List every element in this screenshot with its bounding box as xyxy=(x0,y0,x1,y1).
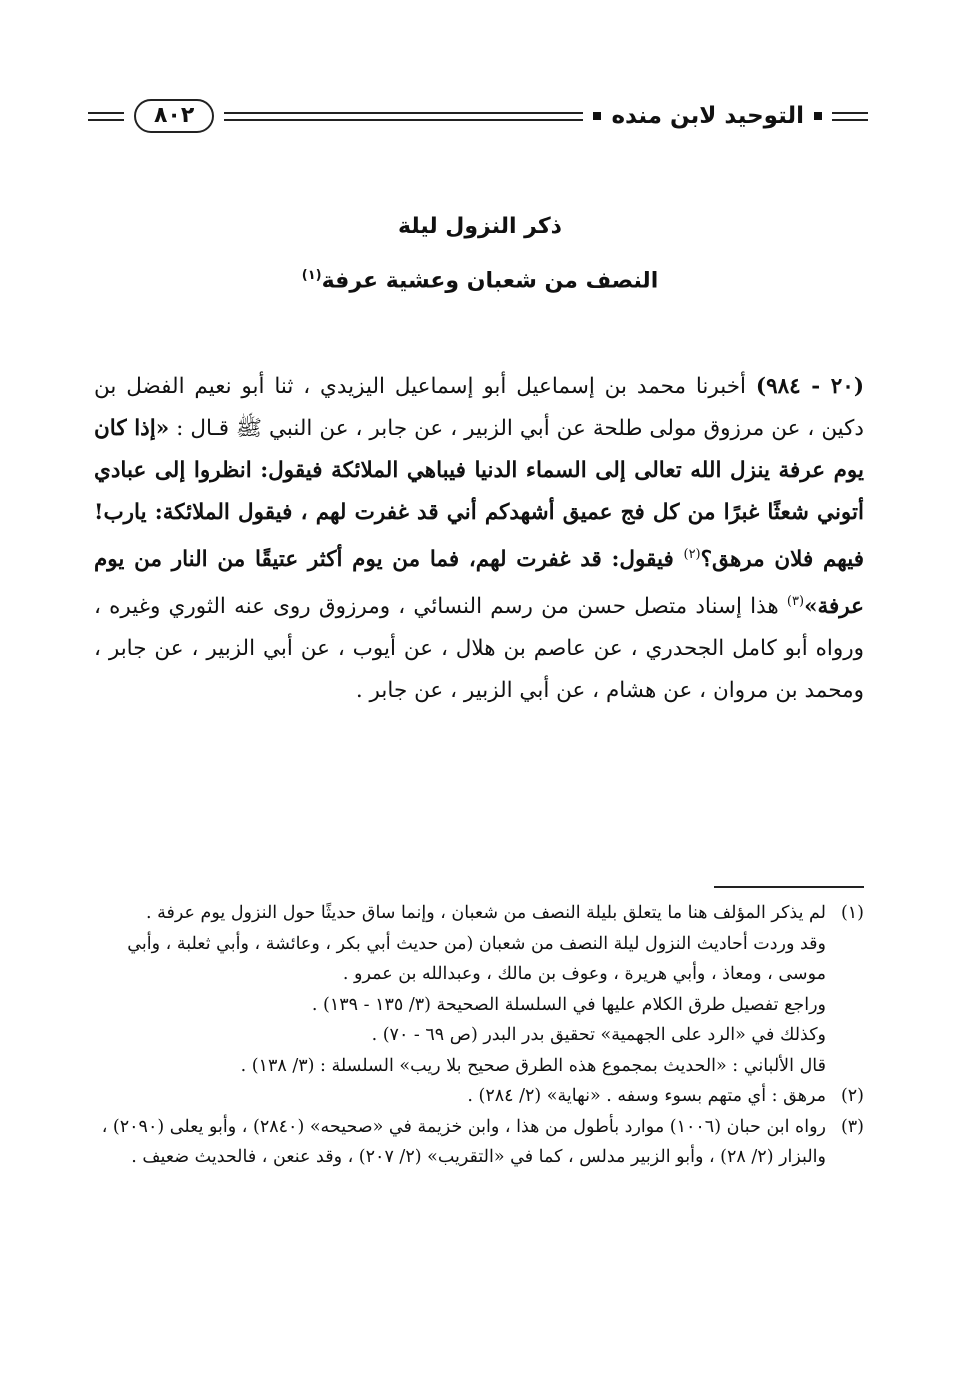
footnotes xyxy=(94,898,864,1173)
footnote-1-line5: قال الألباني : «الحديث بمجموع هذه الطرق صحيح بلا ريب» السلسلة : (٣/ ١٣٨) . xyxy=(240,1055,826,1076)
hadith-paragraph xyxy=(94,366,864,712)
footnote-1-line2: وقد وردت أحاديث النزول ليلة النصف من شعبان (من حديث أبي بكر ، وعائشة ، وأبي ثعلبة ، وأبي موسى ، ومعاذ ، وأبي هريرة ، وعوف بن مالك ، وعبدالله بن عمرو . xyxy=(127,933,826,984)
footnote-3-body: رواه ابن حبان (١٠٠٦) موارد بأطول من هذا ، وابن خزيمة في «صحيحه» (٢٨٤٠) ، وأبو يعلى (٢٠٩٠) ، والبزار (٢/ ٢٨) ، وأبو الزبير مدلس ، كما في «التقريب» (٢/ ٢٠٧) ، وقد عنعن ، فالحديث ضعيف . xyxy=(101,1116,826,1167)
footnote-ref-2[interactable]: (٢) xyxy=(683,547,701,562)
header-square-ornament xyxy=(814,112,822,120)
footnote-1-body xyxy=(94,898,826,1081)
footnote-1-mark: (١) xyxy=(840,903,864,923)
book-title: التوحيد لابن منده xyxy=(611,103,804,129)
hadith-isnad: أخبرنا محمد بن إسماعيل أبو إسماعيل اليزيدي ، ثنا أبو نعيم الفضل بن دكين ، عن مرزوق مولى طلحة عن أبي الزبير ، عن جابر ، عن النبي ﷺ قـال : xyxy=(94,374,864,441)
running-header xyxy=(88,94,868,138)
footnote-3 xyxy=(94,1112,864,1173)
header-square-ornament xyxy=(593,112,601,120)
footnote-ref-3[interactable]: (٣) xyxy=(786,594,805,610)
footnote-2-body: مرهق : أي متهم بسوء وسفه . «نهاية» (٢/ ٢٨٤) . xyxy=(467,1086,826,1106)
header-rule-middle xyxy=(224,112,583,121)
page-number: ٨٠٢ xyxy=(134,99,214,133)
hadith-commentary: هذا إسناد متصل حسن من رسم النسائي ، ومرزوق روى عنه الثوري وغيره ، ورواه أبو كامل الجحدري ، عن عاصم بن هلال ، عن أيوب ، عن أبي الزبير ، عن جابر ، ومحمد بن مروان ، عن هشام ، عن أبي الزبير ، عن جابر . xyxy=(94,594,864,704)
footnote-1-line3: وراجع تفصيل طرق الكلام عليها في السلسلة الصحيحة (٣/ ١٣٥ - ١٣٩) . xyxy=(311,994,826,1015)
chapter-title-line1: ذكر النزول ليلة xyxy=(398,214,562,239)
footnote-1-line4: وكذلك في «الرد على الجهمية» تحقيق بدر البدر (ص ٦٩ - ٧٠) . xyxy=(371,1025,826,1045)
hadith-matn-part2: فيقول: قد غفرت لهم، فما من يوم أكثر عتيقًا من النار من يوم عرفة» xyxy=(94,547,864,620)
header-rule-left xyxy=(88,112,124,121)
footnote-1 xyxy=(94,898,864,1081)
footnote-separator xyxy=(714,886,864,888)
hadith-number: (٢٠ - ٩٨٤) xyxy=(755,374,864,399)
hadith-matn-part1: «إذا كان يوم عرفة ينزل الله تعالى إلى السماء الدنيا فيباهي الملائكة فيقول: انظروا إلى عبادي أتوني شعثًا غبرًا من كل فج عميق أشهدكم أني قد غفرت لهم ، فيقول الملائكة: يارب! فيهم فلان مرهق؟ xyxy=(94,416,864,573)
chapter-title-text: النصف من شعبان وعشية عرفة xyxy=(321,268,659,294)
footnote-3-mark: (٣) xyxy=(840,1116,864,1137)
header-rule-right xyxy=(832,112,868,121)
footnote-1-line1: لم يذكر المؤلف هنا ما يتعلق بليلة النصف من شعبان ، وإنما ساق حديثًا حول النزول يوم عرفة . xyxy=(146,903,826,923)
chapter-title-line2 xyxy=(100,268,860,293)
footnote-2 xyxy=(94,1081,864,1112)
footnote-2-mark: (٢) xyxy=(840,1086,864,1106)
footnote-ref-1[interactable]: (١) xyxy=(301,268,322,283)
